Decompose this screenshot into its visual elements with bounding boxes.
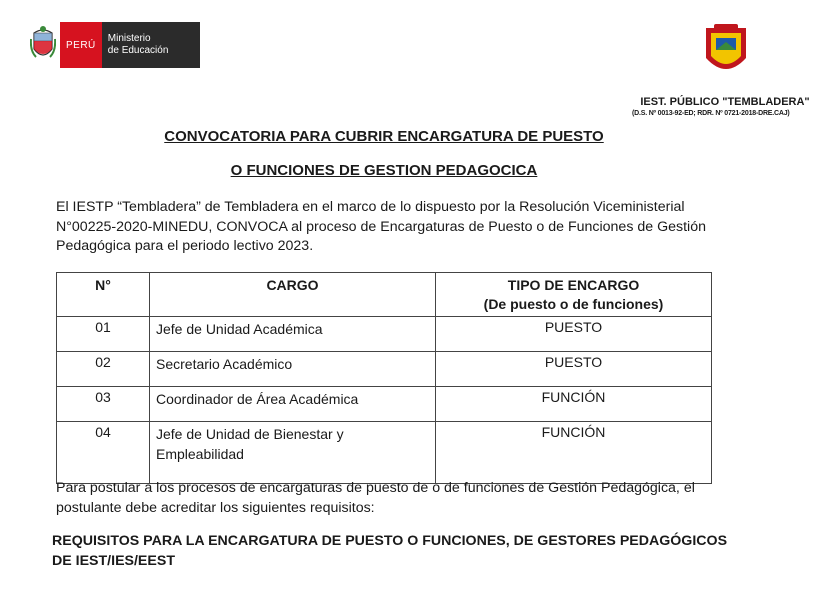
table-row bbox=[57, 352, 712, 387]
row-tipo: PUESTO bbox=[436, 352, 712, 387]
title-line2: O FUNCIONES DE GESTION PEDAGOCICA bbox=[230, 162, 538, 179]
institute-name: IEST. PÚBLICO "TEMBLADERA" bbox=[640, 96, 810, 108]
table-row bbox=[57, 387, 712, 422]
header-tipo-line1: TIPO DE ENCARGO bbox=[507, 277, 640, 293]
postular-paragraph: Para postular a los procesos de encargaturas de puesto de o de funciones de Gestión Pedagógica, el postulante debe acreditar los siguientes requisitos: bbox=[56, 480, 695, 516]
header-cargo: CARGO bbox=[150, 273, 436, 317]
header-tipo bbox=[436, 273, 712, 317]
peru-coat-of-arms-icon bbox=[30, 25, 56, 65]
title-line1: CONVOCATORIA PARA CUBRIR ENCARGATURA DE PUESTO bbox=[164, 128, 604, 145]
row-cargo-line2: Empleabilidad bbox=[156, 446, 244, 462]
row-tipo: FUNCIÓN bbox=[436, 387, 712, 422]
institute-seal-icon bbox=[702, 22, 750, 80]
row-num: 04 bbox=[57, 422, 150, 484]
row-num: 03 bbox=[57, 387, 150, 422]
row-cargo: Jefe de Unidad Académica bbox=[150, 317, 436, 352]
row-cargo: Secretario Académico bbox=[150, 352, 436, 387]
requirements-heading: REQUISITOS PARA LA ENCARGATURA DE PUESTO O FUNCIONES, DE GESTORES PEDAGÓGICOS DE IEST/IES/EEST bbox=[52, 533, 728, 569]
ministry-line2: de Educación bbox=[107, 45, 169, 56]
row-cargo bbox=[150, 422, 436, 484]
row-tipo: PUESTO bbox=[436, 317, 712, 352]
ministry-label bbox=[102, 22, 200, 68]
institute-resolutions: (D.S. Nº 0013-92-ED; RDR. Nº 0721-2018-DRE.CAJ) bbox=[632, 110, 790, 117]
header-tipo-line2: (De puesto o de funciones) bbox=[483, 296, 664, 312]
table-row bbox=[57, 422, 712, 484]
ministry-line1: Ministerio bbox=[107, 33, 151, 44]
table-row bbox=[57, 317, 712, 352]
row-cargo: Coordinador de Área Académica bbox=[150, 387, 436, 422]
row-tipo: FUNCIÓN bbox=[436, 422, 712, 484]
positions-table bbox=[56, 272, 712, 484]
table-header-row bbox=[57, 273, 712, 317]
row-num: 02 bbox=[57, 352, 150, 387]
header-num: N° bbox=[57, 273, 150, 317]
row-num: 01 bbox=[57, 317, 150, 352]
peru-label: PERÚ bbox=[60, 22, 102, 68]
minedu-logo bbox=[30, 22, 200, 68]
row-cargo-line1: Jefe de Unidad de Bienestar y bbox=[156, 426, 344, 442]
intro-paragraph: El IESTP “Tembladera” de Tembladera en el marco de lo dispuesto por la Resolución Viceministerial N°00225-2020-MINEDU, CONVOCA al proceso de Encargaturas de Puesto o de Funciones de Gestión Pedagógica para el periodo lectivo 2023. bbox=[56, 199, 706, 254]
